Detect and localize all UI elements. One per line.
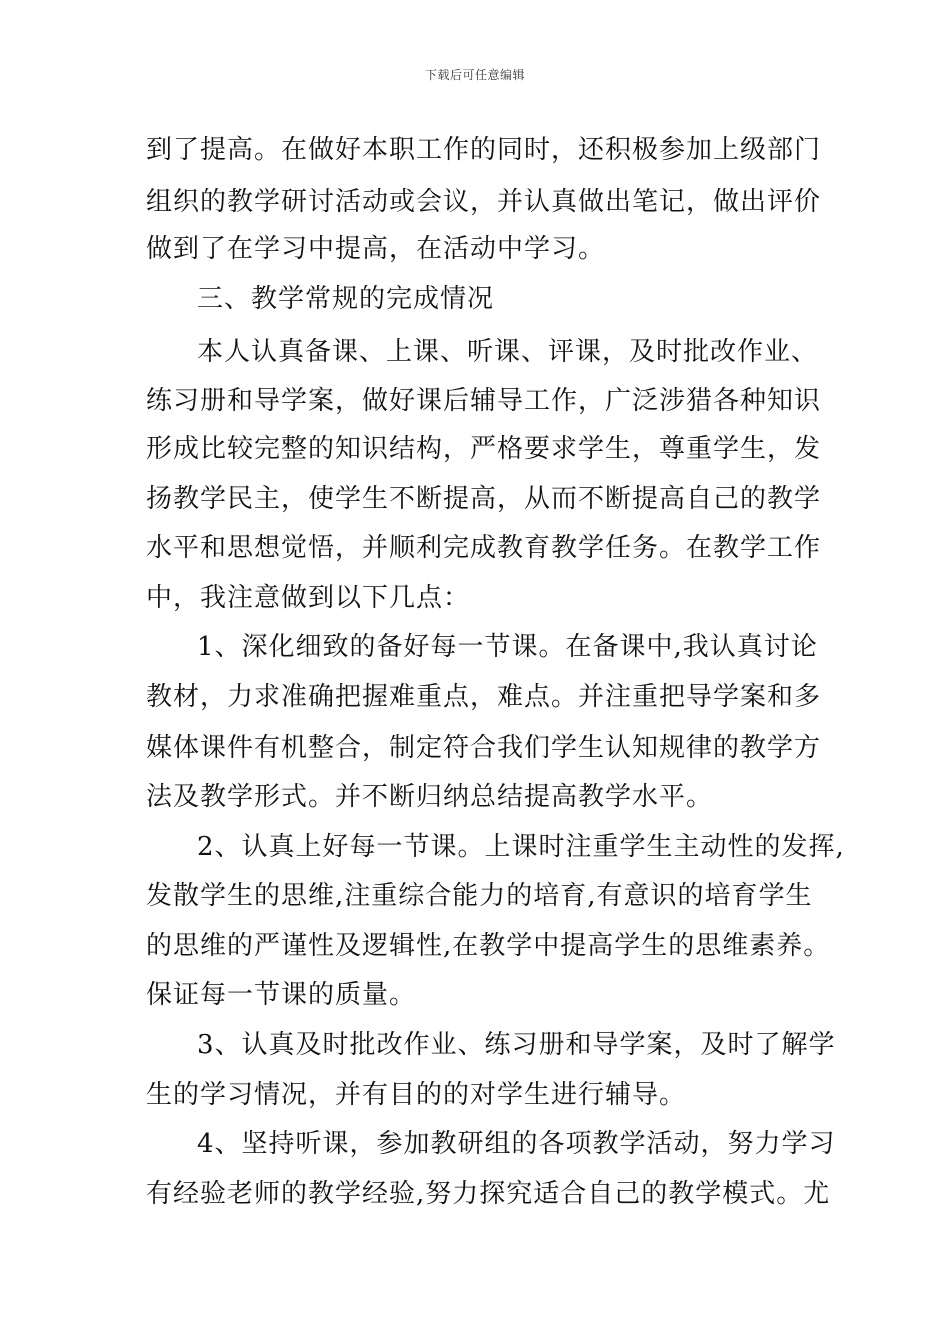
text-line: 练习册和导学案，做好课后辅导工作，广泛涉猎各种知识 xyxy=(146,386,822,416)
text-line: 组织的教学研讨活动或会议，并认真做出笔记，做出评价 xyxy=(146,187,822,217)
header-note: 下载后可任意编辑 xyxy=(424,68,525,82)
text-line: 法及教学形式。并不断归纳总结提高教学水平。 xyxy=(146,782,714,812)
text-line: 形成比较完整的知识结构，严格要求学生，尊重学生，发 xyxy=(146,434,822,464)
text-line: 到了提高。在做好本职工作的同时，还积极参加上级部门 xyxy=(146,135,822,165)
text-line: 1、深化细致的备好每一节课。在备课中,我认真讨论 xyxy=(197,632,818,662)
text-line: 本人认真备课、上课、听课、评课，及时批改作业、 xyxy=(197,337,819,367)
text-line: 中，我注意做到以下几点： xyxy=(146,583,471,613)
text-line: 扬教学民主，使学生不断提高，从而不断提高自己的教学 xyxy=(146,484,822,514)
text-line: 做到了在学习中提高，在活动中学习。 xyxy=(146,234,606,264)
text-line: 发散学生的思维,注重综合能力的培育,有意识的培育学生 xyxy=(146,881,813,911)
text-line: 的思维的严谨性及逻辑性,在教学中提高学生的思维素养。 xyxy=(146,931,831,961)
text-line: 生的学习情况，并有目的的对学生进行辅导。 xyxy=(146,1080,687,1110)
text-line: 媒体课件有机整合，制定符合我们学生认知规律的教学方 xyxy=(146,733,822,763)
text-line: 有经验老师的教学经验,努力探究适合自己的教学模式。尤 xyxy=(146,1179,831,1209)
text-line: 4、坚持听课，参加教研组的各项教学活动，努力学习 xyxy=(197,1129,836,1159)
text-line: 教材，力求准确把握难重点，难点。并注重把导学案和多 xyxy=(146,682,822,712)
section-heading: 三、教学常规的完成情况 xyxy=(197,284,495,314)
text-line: 3、认真及时批改作业、练习册和导学案，及时了解学 xyxy=(197,1030,836,1060)
text-line: 2、认真上好每一节课。上课时注重学生主动性的发挥, xyxy=(197,832,845,862)
text-line: 保证每一节课的质量。 xyxy=(146,980,417,1010)
text-line: 水平和思想觉悟，并顺利完成教育教学任务。在教学工作 xyxy=(146,533,822,563)
